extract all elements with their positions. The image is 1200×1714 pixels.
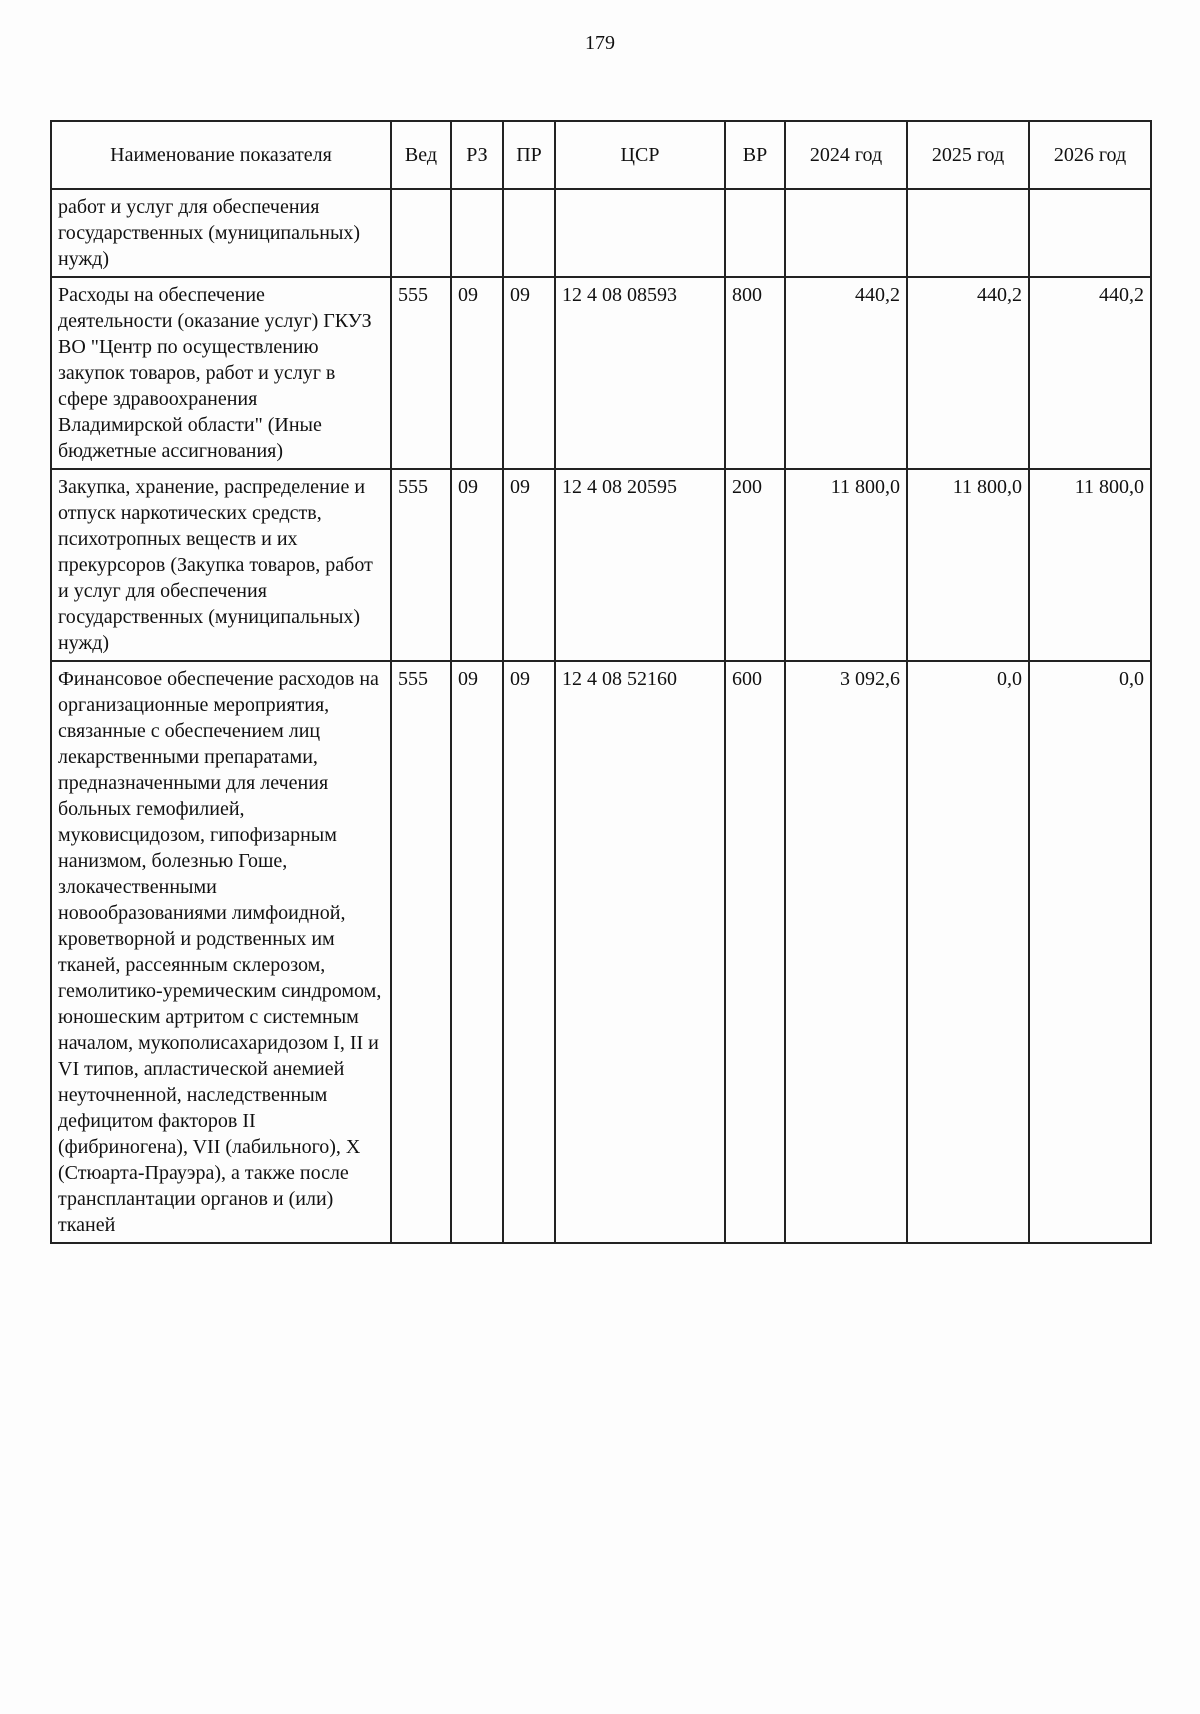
page-number: 179 (585, 32, 615, 54)
cell-2026: 11 800,0 (1029, 469, 1151, 661)
cell-2026 (1029, 189, 1151, 277)
table-row (51, 189, 1151, 277)
header-vr: ВР (725, 121, 785, 189)
cell-pr: 09 (503, 277, 555, 469)
cell-csr: 12 4 08 52160 (555, 661, 725, 1243)
cell-2025: 440,2 (907, 277, 1029, 469)
budget-table (50, 120, 1152, 1244)
header-2024: 2024 год (785, 121, 907, 189)
cell-name: работ и услуг для обеспечения государственных (муниципальных) нужд) (51, 189, 391, 277)
cell-ved (391, 189, 451, 277)
cell-vr (725, 189, 785, 277)
cell-name: Расходы на обеспечение деятельности (оказание услуг) ГКУЗ ВО "Центр по осуществлению закупок товаров, работ и услуг в сфере здравоохранения Владимирской области" (Иные бюджетные ассигнования) (51, 277, 391, 469)
header-pr: ПР (503, 121, 555, 189)
cell-csr: 12 4 08 20595 (555, 469, 725, 661)
table-row (51, 277, 1151, 469)
cell-2024: 3 092,6 (785, 661, 907, 1243)
cell-2024 (785, 189, 907, 277)
cell-vr: 600 (725, 661, 785, 1243)
cell-pr: 09 (503, 661, 555, 1243)
cell-vr: 200 (725, 469, 785, 661)
cell-rz (451, 189, 503, 277)
cell-rz: 09 (451, 469, 503, 661)
header-rz: РЗ (451, 121, 503, 189)
cell-pr: 09 (503, 469, 555, 661)
header-ved: Вед (391, 121, 451, 189)
cell-ved: 555 (391, 469, 451, 661)
cell-2025: 11 800,0 (907, 469, 1029, 661)
cell-csr: 12 4 08 08593 (555, 277, 725, 469)
header-csr: ЦСР (555, 121, 725, 189)
table-row (51, 661, 1151, 1243)
cell-name: Финансовое обеспечение расходов на организационные мероприятия, связанные с обеспечением лиц лекарственными препаратами, предназначенными для лечения больных гемофилией, муковисцидозом, гипофизарным нанизмом, болезнью Гоше, злокачественными новообразованиями лимфоидной, кроветворной и родственных им тканей, рассеянным склерозом, гемолитико-уремическим синдромом, юношеским артритом с системным началом, мукополисахаридозом I, II и VI типов, апластической анемией неуточненной, наследственным дефицитом факторов II (фибриногена), VII (лабильного), X (Стюарта-Прауэра), а также после трансплантации органов и (или) тканей (51, 661, 391, 1243)
cell-ved: 555 (391, 277, 451, 469)
cell-rz: 09 (451, 661, 503, 1243)
table-header-row (51, 121, 1151, 189)
cell-2024: 440,2 (785, 277, 907, 469)
cell-2025: 0,0 (907, 661, 1029, 1243)
cell-2025 (907, 189, 1029, 277)
table-row (51, 469, 1151, 661)
header-2026: 2026 год (1029, 121, 1151, 189)
cell-csr (555, 189, 725, 277)
cell-name: Закупка, хранение, распределение и отпуск наркотических средств, психотропных веществ и их прекурсоров (Закупка товаров, работ и услуг для обеспечения государственных (муниципальных) нужд) (51, 469, 391, 661)
cell-vr: 800 (725, 277, 785, 469)
cell-rz: 09 (451, 277, 503, 469)
cell-2026: 0,0 (1029, 661, 1151, 1243)
header-2025: 2025 год (907, 121, 1029, 189)
cell-2024: 11 800,0 (785, 469, 907, 661)
header-name: Наименование показателя (51, 121, 391, 189)
cell-2026: 440,2 (1029, 277, 1151, 469)
cell-ved: 555 (391, 661, 451, 1243)
cell-pr (503, 189, 555, 277)
